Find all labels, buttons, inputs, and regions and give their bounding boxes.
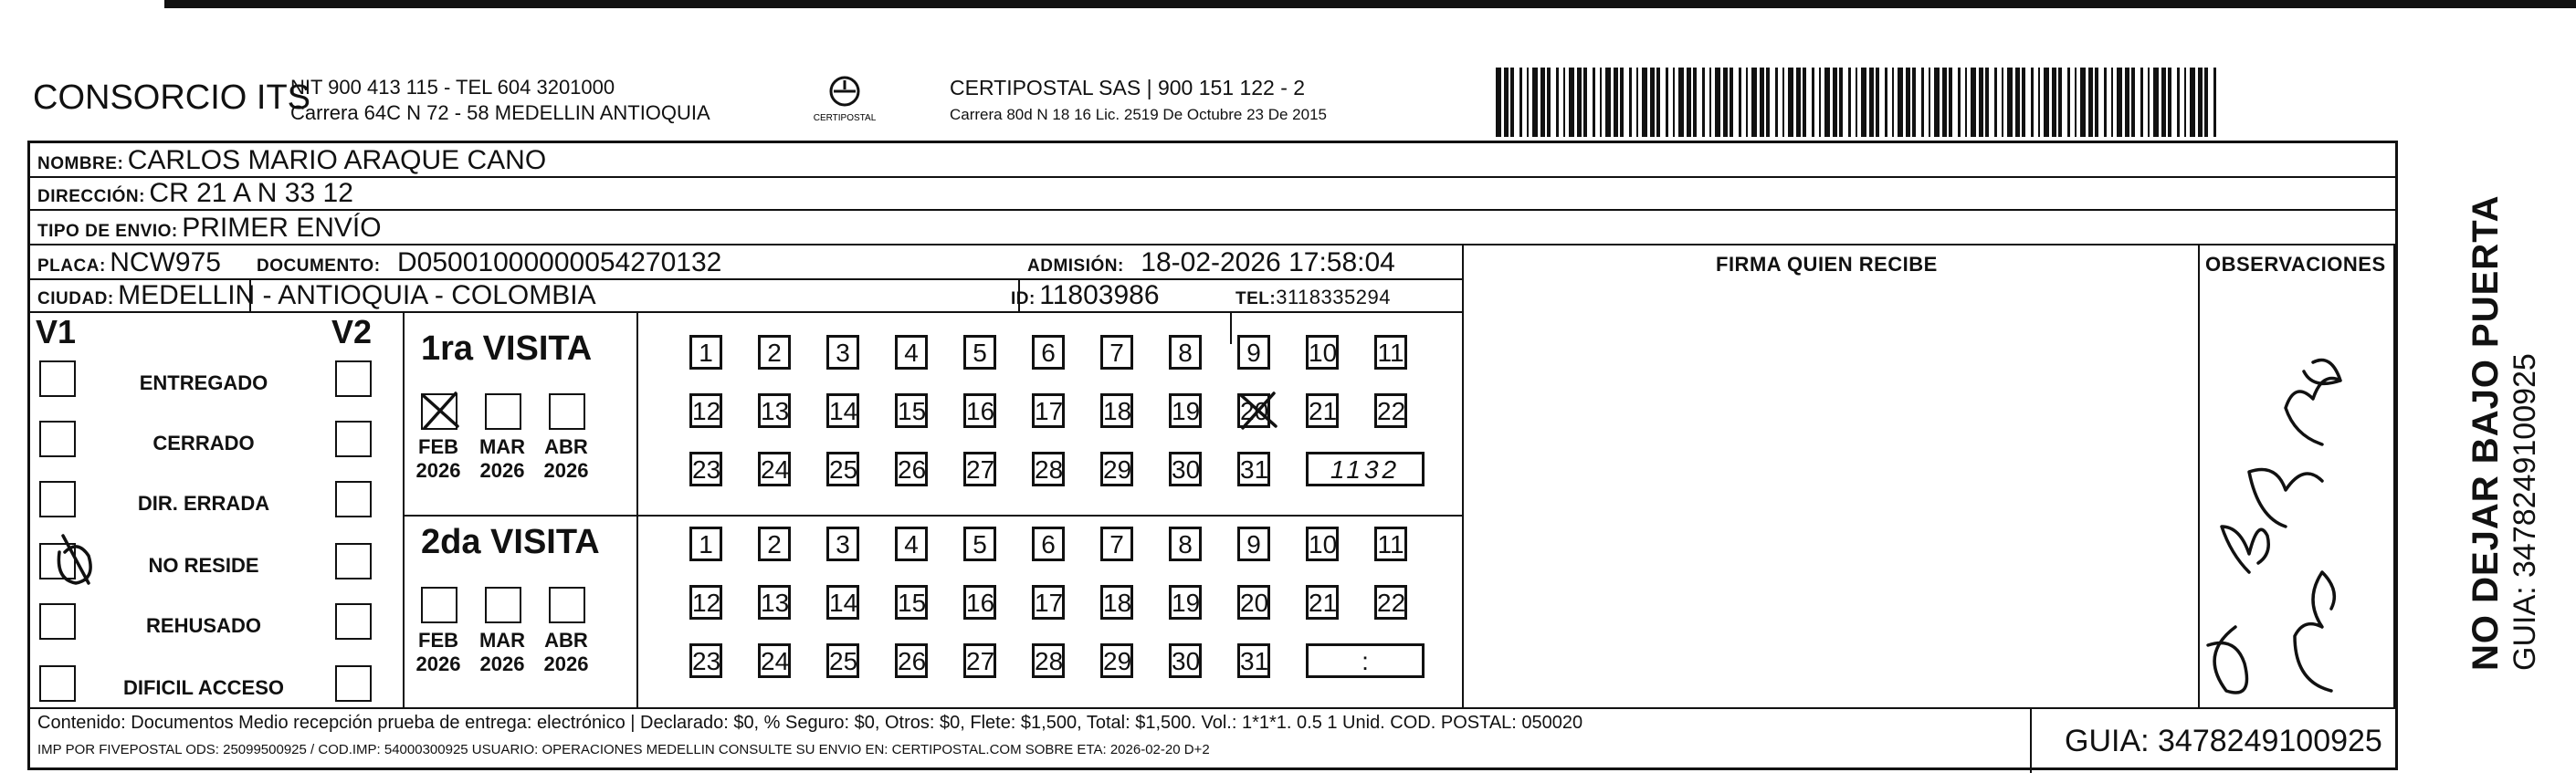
day-box[interactable]: 29 xyxy=(1100,643,1133,678)
day-box[interactable]: 20 xyxy=(1237,585,1270,620)
barcode-bar xyxy=(2088,68,2093,137)
barcode-bar xyxy=(1723,68,1728,137)
barcode-bar xyxy=(1971,68,1976,137)
day-box[interactable]: 20 xyxy=(1237,393,1270,428)
delivery-form xyxy=(27,141,2398,770)
barcode-bar xyxy=(1642,68,1647,137)
direccion-row: DIRECCIÓN: CR 21 A N 33 12 xyxy=(37,178,353,208)
day-box[interactable]: 8 xyxy=(1169,335,1202,370)
day-box[interactable]: 18 xyxy=(1100,393,1133,428)
day-box[interactable]: 11 xyxy=(1374,527,1407,561)
barcode-bar xyxy=(1766,68,1770,137)
v1-check-mark xyxy=(58,536,90,583)
barcode-bar xyxy=(1994,68,1997,137)
barcode-bar xyxy=(2067,68,2070,137)
month-name: MAR xyxy=(478,435,526,458)
status-option-label: DIR. ERRADA xyxy=(137,492,270,515)
barcode-bar xyxy=(1673,68,1675,137)
day-box[interactable]: 5 xyxy=(963,335,996,370)
status-option-label: CERRADO xyxy=(152,432,255,454)
barcode-bar xyxy=(1636,68,1638,137)
visit-1-title: 1ra VISITA xyxy=(421,329,593,368)
barcode-bar xyxy=(1824,68,1830,137)
barcode-bar xyxy=(1751,68,1757,137)
day-box[interactable]: 9 xyxy=(1237,527,1270,561)
certipostal-logo-icon xyxy=(808,73,881,128)
barcode-bar xyxy=(1898,68,1903,137)
day-box[interactable]: 10 xyxy=(1306,335,1339,370)
barcode-bar xyxy=(1620,68,1624,137)
status-option-label: NO RESIDE xyxy=(148,554,259,577)
barcode-bar xyxy=(1629,68,1632,137)
barcode-bar xyxy=(1848,68,1851,137)
day-box[interactable]: 28 xyxy=(1032,643,1065,678)
barcode-bar xyxy=(1949,68,1952,137)
barcode-bar xyxy=(1942,68,1947,137)
day-box[interactable]: 5 xyxy=(963,527,996,561)
barcode-bar xyxy=(1540,68,1545,137)
shipping-type: PRIMER ENVÍO xyxy=(182,213,382,243)
barcode-bar xyxy=(2131,68,2135,137)
observaciones-header: OBSERVACIONES xyxy=(2205,253,2386,276)
barcode-bar xyxy=(2177,68,2180,137)
barcode-bar xyxy=(1912,68,1916,137)
barcode-bar xyxy=(2052,68,2056,137)
signature-scribble xyxy=(2208,360,2340,694)
day-box[interactable]: 4 xyxy=(895,527,928,561)
barcode-bar xyxy=(1693,68,1697,137)
barcode-bar xyxy=(1965,68,1967,137)
barcode-bar xyxy=(1527,68,1529,137)
barcode-bar xyxy=(2213,68,2216,137)
barcode-bar xyxy=(1577,68,1582,137)
barcode-bar xyxy=(1869,68,1874,137)
footer-guia: GUIA: 3478249100925 xyxy=(2065,724,2382,758)
certipostal-info xyxy=(950,75,1327,128)
barcode xyxy=(1496,68,2226,137)
day-box[interactable]: 23 xyxy=(689,643,722,678)
barcode-bar xyxy=(2104,68,2107,137)
day-box[interactable]: 7 xyxy=(1100,527,1133,561)
barcode-bar xyxy=(1614,68,1618,137)
day-box[interactable]: 30 xyxy=(1169,643,1202,678)
barcode-bar xyxy=(1650,68,1655,137)
documento-cell: DOCUMENTO: D05001000000054270132 xyxy=(257,247,722,277)
logo-text: CERTIPOSTAL xyxy=(813,113,877,123)
barcode-bar xyxy=(1892,68,1894,137)
barcode-bar xyxy=(2015,68,2020,137)
barcode-bar xyxy=(2161,68,2166,137)
barcode-bar xyxy=(1702,68,1705,137)
barcode-bar xyxy=(1547,68,1551,137)
day-box[interactable]: 11 xyxy=(1374,335,1407,370)
day-20-check-mark xyxy=(1241,393,1276,428)
certipostal-line: CERTIPOSTAL SAS | 900 151 122 - 2 xyxy=(950,76,1306,99)
firma-header: FIRMA QUIEN RECIBE xyxy=(1716,253,1938,276)
feb-check-mark xyxy=(423,393,457,428)
barcode-bar xyxy=(1600,68,1602,137)
day-box[interactable]: 14 xyxy=(826,393,859,428)
day-box[interactable]: 29 xyxy=(1100,452,1133,486)
barcode-bar xyxy=(1656,68,1660,137)
barcode-bar xyxy=(1861,68,1866,137)
barcode-bar xyxy=(1782,68,1784,137)
company-address: Carrera 64C N 72 - 58 MEDELLIN ANTIOQUIA xyxy=(290,101,710,124)
side-guia-number: GUIA: 3478249100925 xyxy=(2508,353,2542,671)
barcode-bar xyxy=(1856,68,1857,137)
time-box[interactable]: : xyxy=(1306,643,1425,678)
day-box[interactable]: 8 xyxy=(1169,527,1202,561)
day-box[interactable]: 26 xyxy=(895,452,928,486)
barcode-bar xyxy=(1519,68,1522,137)
day-box[interactable]: 21 xyxy=(1306,393,1339,428)
document-number: D05001000000054270132 xyxy=(397,247,722,277)
tel-number: 3118335294 xyxy=(1276,286,1391,308)
barcode-bar xyxy=(2148,68,2150,137)
barcode-bar xyxy=(1746,68,1748,137)
barcode-bar xyxy=(1569,68,1574,137)
barcode-bar xyxy=(1885,68,1887,137)
admision-cell: ADMISIÓN: 18-02-2026 17:58:04 xyxy=(1027,247,1395,277)
day-box[interactable]: 14 xyxy=(826,585,859,620)
barcode-bar xyxy=(1556,68,1559,137)
day-box[interactable]: 12 xyxy=(689,585,722,620)
month-name: ABR xyxy=(544,629,588,652)
day-box[interactable]: 19 xyxy=(1169,393,1202,428)
barcode-bar xyxy=(2022,68,2025,137)
day-box[interactable]: 19 xyxy=(1169,585,1202,620)
month-year: 2026 xyxy=(479,652,525,675)
barcode-bar xyxy=(1739,68,1741,137)
id-number: 11803986 xyxy=(1039,280,1160,310)
day-box[interactable]: 23 xyxy=(689,452,722,486)
barcode-bar xyxy=(2117,68,2122,137)
barcode-bar xyxy=(1979,68,1983,137)
company-name: CONSORCIO ITS xyxy=(33,78,311,117)
day-box[interactable]: 1 xyxy=(689,335,722,370)
day-box[interactable]: 26 xyxy=(895,643,928,678)
barcode-bar xyxy=(1715,68,1720,137)
barcode-bar xyxy=(1819,68,1821,137)
day-box[interactable]: 2 xyxy=(758,335,791,370)
barcode-bar xyxy=(1730,68,1733,137)
day-box[interactable]: 21 xyxy=(1306,585,1339,620)
admission-datetime: 18-02-2026 17:58:04 xyxy=(1141,247,1395,277)
ciudad-cell: CIUDAD: MEDELLIN - ANTIOQUIA - COLOMBIA xyxy=(37,280,596,310)
day-box[interactable]: 30 xyxy=(1169,452,1202,486)
id-cell: ID: 11803986 xyxy=(1011,280,1160,310)
barcode-bar xyxy=(2044,68,2049,137)
day-box[interactable]: 15 xyxy=(895,393,928,428)
barcode-bar xyxy=(2111,68,2113,137)
day-box[interactable]: 7 xyxy=(1100,335,1133,370)
barcode-bar xyxy=(2125,68,2129,137)
status-option-label: REHUSADO xyxy=(146,614,261,637)
day-box[interactable]: 27 xyxy=(963,452,996,486)
footer-info-line: IMP POR FIVEPOSTAL ODS: 25099500925 / COD.IMP: 54000300925 USUARIO: OPERACIONES MEDELLIN CONSULTE SU ENVIO EN: CERTIPOSTAL.COM SOBRE ETA: 2026-02-20 D+2 xyxy=(37,742,1210,757)
day-box[interactable]: 17 xyxy=(1032,393,1065,428)
day-box[interactable]: 16 xyxy=(963,585,996,620)
barcode-bar xyxy=(1839,68,1843,137)
barcode-bar xyxy=(2002,68,2003,137)
barcode-bar xyxy=(1803,68,1806,137)
day-box[interactable]: 22 xyxy=(1374,585,1407,620)
barcode-bar xyxy=(1496,68,1501,137)
barcode-bar xyxy=(2153,68,2159,137)
barcode-bar xyxy=(2204,68,2208,137)
day-box[interactable]: 31 xyxy=(1237,452,1270,486)
barcode-bar xyxy=(1709,68,1711,137)
day-box[interactable]: 3 xyxy=(826,527,859,561)
barcode-bar xyxy=(1929,68,1930,137)
barcode-bar xyxy=(1788,68,1793,137)
barcode-bar xyxy=(2075,68,2077,137)
barcode-bar xyxy=(1532,68,1538,137)
barcode-bar xyxy=(2031,68,2034,137)
status-option-label: DIFICIL ACCESO xyxy=(122,676,284,699)
month-year: 2026 xyxy=(415,652,461,675)
no-dejar-bajo-puerta-warning: NO DEJAR BAJO PUERTA xyxy=(2466,194,2506,671)
barcode-bar xyxy=(2140,68,2143,137)
day-box[interactable]: 2 xyxy=(758,527,791,561)
day-box[interactable]: 31 xyxy=(1237,643,1270,678)
barcode-bar xyxy=(1775,68,1778,137)
footer-content-line: Contenido: Documentos Medio recepción prueba de entrega: electrónico | Declarado: $0, % Seguro: $0, Otros: $0, Flete: $1,500, Total: $1,500. Vol.: 1*1*1. 0.5 1 Unid. COD. POSTAL: 050020 xyxy=(37,713,1583,733)
barcode-bar xyxy=(1605,68,1611,137)
placa-cell: PLACA: NCW975 xyxy=(37,247,221,277)
barcode-bar xyxy=(1583,68,1587,137)
barcode-bar xyxy=(1678,68,1684,137)
barcode-bar xyxy=(2007,68,2013,137)
nit-line: NIT 900 413 115 - TEL 604 3201000 xyxy=(290,76,615,99)
visit-2-title: 2da VISITA xyxy=(421,523,600,561)
barcode-bar xyxy=(1985,68,1989,137)
day-box[interactable]: 4 xyxy=(895,335,928,370)
day-box[interactable]: 13 xyxy=(758,393,791,428)
day-box[interactable]: 25 xyxy=(826,643,859,678)
barcode-bar xyxy=(2190,68,2195,137)
day-box[interactable]: 18 xyxy=(1100,585,1133,620)
barcode-bar xyxy=(1958,68,1961,137)
day-box[interactable]: 10 xyxy=(1306,527,1339,561)
barcode-bar xyxy=(1687,68,1691,137)
barcode-bar xyxy=(2168,68,2171,137)
month-year: 2026 xyxy=(479,459,525,482)
nombre-row: NOMBRE: CARLOS MARIO ARAQUE CANO xyxy=(37,145,547,175)
day-box[interactable]: 25 xyxy=(826,452,859,486)
day-box[interactable]: 12 xyxy=(689,393,722,428)
month-year: 2026 xyxy=(543,459,589,482)
barcode-bar xyxy=(1906,68,1910,137)
day-box[interactable]: 17 xyxy=(1032,585,1065,620)
barcode-bar xyxy=(2038,68,2040,137)
day-box[interactable]: 24 xyxy=(758,643,791,678)
plate-number: NCW975 xyxy=(110,247,221,277)
day-box[interactable]: 13 xyxy=(758,585,791,620)
handwritten-marks xyxy=(30,143,2395,773)
barcode-bar xyxy=(1796,68,1801,137)
barcode-bar xyxy=(2095,68,2098,137)
day-box[interactable]: 9 xyxy=(1237,335,1270,370)
month-name: FEB xyxy=(418,629,458,652)
recipient-address: CR 21 A N 33 12 xyxy=(149,178,353,208)
tipo-envio-row: TIPO DE ENVIO: PRIMER ENVÍO xyxy=(37,213,382,243)
month-name: ABR xyxy=(544,435,588,458)
barcode-bar xyxy=(1876,68,1879,137)
city: MEDELLIN - ANTIOQUIA - COLOMBIA xyxy=(118,280,596,310)
barcode-bar xyxy=(1563,68,1565,137)
day-box[interactable]: 24 xyxy=(758,452,791,486)
month-year: 2026 xyxy=(415,459,461,482)
month-year: 2026 xyxy=(543,652,589,675)
barcode-bar xyxy=(1760,68,1764,137)
day-box[interactable]: 6 xyxy=(1032,527,1065,561)
day-box[interactable]: 6 xyxy=(1032,335,1065,370)
barcode-bar xyxy=(1833,68,1837,137)
barcode-bar xyxy=(1593,68,1595,137)
time-box[interactable]: 1132 xyxy=(1306,452,1425,486)
top-border-line xyxy=(164,0,2576,8)
month-name: MAR xyxy=(478,629,526,652)
month-name: FEB xyxy=(418,435,458,458)
barcode-bar xyxy=(1510,68,1514,137)
certipostal-address: Carrera 80d N 18 16 Lic. 2519 De Octubre 23 De 2015 xyxy=(950,106,1327,123)
barcode-bar xyxy=(1921,68,1924,137)
barcode-bar xyxy=(2184,68,2186,137)
barcode-bar xyxy=(2058,68,2062,137)
barcode-bar xyxy=(1666,68,1668,137)
v1-label: V1 xyxy=(36,313,77,350)
barcode-bar xyxy=(2198,68,2203,137)
day-box[interactable]: 15 xyxy=(895,585,928,620)
barcode-bar xyxy=(1934,68,1940,137)
tel-cell: TEL:3118335294 xyxy=(1235,286,1391,308)
barcode-bar xyxy=(2080,68,2086,137)
day-box[interactable]: 3 xyxy=(826,335,859,370)
company-info xyxy=(290,75,710,126)
recipient-name: CARLOS MARIO ARAQUE CANO xyxy=(127,145,547,175)
status-option-label: ENTREGADO xyxy=(139,371,268,394)
v2-label: V2 xyxy=(331,313,373,350)
day-box[interactable]: 1 xyxy=(689,527,722,561)
day-box[interactable]: 22 xyxy=(1374,393,1407,428)
barcode-bar xyxy=(1812,68,1814,137)
day-box[interactable]: 16 xyxy=(963,393,996,428)
barcode-bar xyxy=(1504,68,1509,137)
day-box[interactable]: 27 xyxy=(963,643,996,678)
day-box[interactable]: 28 xyxy=(1032,452,1065,486)
